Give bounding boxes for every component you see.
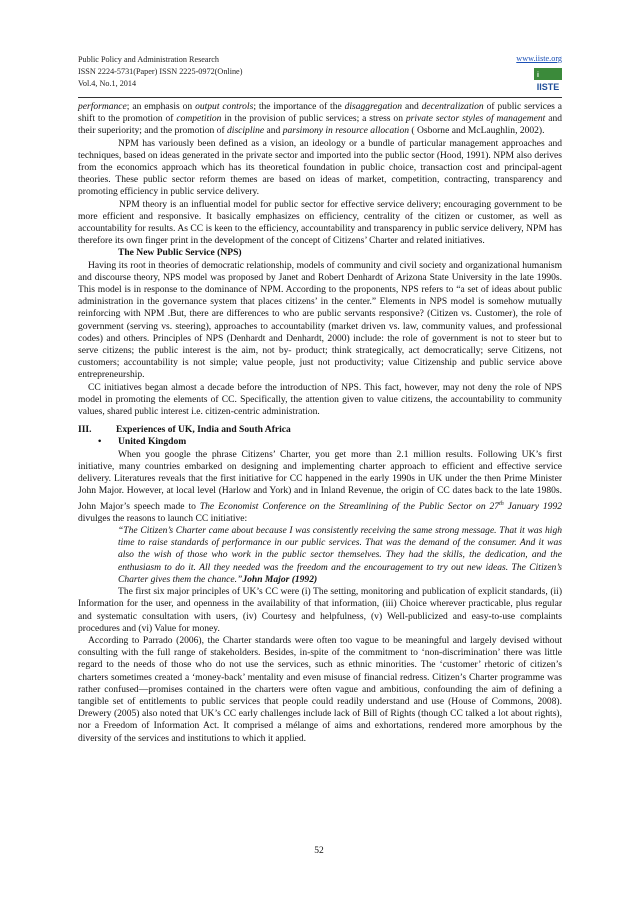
paragraph-npm-features: performance; an emphasis on output controls; the importance of the disaggregation and decentralization of public services a shift to the promotion of competition in the provision of public services; a stress on private sector styles of management and their superiority; and the promotion of discipline and parsimony in resource allocation ( Osborne and McLaughlin, 2002). bbox=[78, 101, 563, 137]
header-rule bbox=[78, 97, 562, 98]
journal-issn: ISSN 2224-5731(Paper) ISSN 2225-0972(Online) bbox=[78, 67, 243, 76]
nps-heading: The New Public Service (NPS) bbox=[118, 247, 242, 259]
paragraph-npm-theory: NPM theory is an influential model for public sector for effective service delivery; encouraging government to be more efficient and responsive. It basically emphasizes on efficiency, centrality of the citizen or customer, as well as accountability for results. As CC is keen to the efficiency, accountability and transparency in public service delivery, NPM has therefore its own finger print in the development of the concept of Citizens’ Charter and related initiatives. bbox=[78, 198, 562, 247]
journal-volume: Vol.4, No.1, 2014 bbox=[78, 79, 137, 88]
john-major-quote: “The Citizen’s Charter came about because I was consistently receiving the same strong message. That it was high time to raise standards of performance in our public services. That was the demand of the consumer. And it was also the wish of those who work in the public sector themselves. They had the skills, the dedication, and the enthusiasm to do it. All they needed was the freedom and the encouragement to try out new ideas. The Citizen’s Charter gives them the chance.”John Major (1992) bbox=[118, 525, 562, 585]
journal-url-link[interactable]: www.iiste.org bbox=[516, 54, 562, 63]
section-number: III. bbox=[78, 424, 92, 436]
paragraph-uk-critique: According to Parrado (2006), the Charter standards were often too vague to be meaningful and largely devised without consulting with the full range of stakeholders. Besides, in-spite of the commitment to ‘non-discrimination’ there was little regard to the needs of those who do not use the services, such as ethnic minorities. The ‘customer’ rhetoric of citizen’s charters sometimes created a ‘money-back’ mentality and even misuse of financial redress. Citizen’s Charter programme was rather confused—promises contained in the charters were often vague and ambitious, confounding the aim of defining a tangible set of entitlements to public services that people could readily understand and use (House of Commons, 2008). Drewery (2005) also noted that UK’s CC early challenges include lack of Bill of Rights (though CC talked a lot about rights), nor a Freedom of Information Act. It comprised a mélange of aims and exhortations, rendered more amorphous by the diversity of the services and institutions to which it applied. bbox=[78, 634, 562, 744]
paragraph-uk-principles: The first six major principles of UK’s CC were (i) The setting, monitoring and publication of explicit standards, (ii) Information for the user, and openness in the availability of that information, (iii) Choice wherever practicable, plus regular and systematic consultation with users, (iv) Courtesy and helpfulness, (v) Well-publicized and easy-to-use complaints procedures and (vi) Value for money. bbox=[78, 586, 562, 634]
quote-attribution: John Major (1992) bbox=[242, 573, 318, 585]
page-number: 52 bbox=[314, 846, 324, 856]
paragraph-nps: Having its root in theories of democratic relationship, models of community and civil society and organizational humanism and discourse theory, NPS model was proposed by Janet and Robert Denhardt of Arizona State University in the late 1990s. This model is in response to the dominance of NPM. According to the proponents, NPS refers to “a set of ideas about public administration in the governance system that places citizens’ in the center.” Elements in NPS model is somehow mutually reinforcing with NPM .But, there are differences to who are public servants responsive? (Citizen vs. Customer), the role of government (serving vs. steering), approaches to accountability (market driven vs. law, community values, and professional codes) and others. Principles of NPS (Denhardt and Denhardt, 2000) include: the role of government is not to steer but to serve citizens; the public interest is the aim, not by- product; think strategically, act democratically; serve Citizens, not customers; accountability is not simple; value people, just not productivity; value Citizenship and public service above entrepreneurship. bbox=[78, 259, 562, 381]
journal-title: Public Policy and Administration Research bbox=[78, 55, 219, 64]
logo-text: IISTE bbox=[536, 82, 560, 92]
section-heading bbox=[78, 424, 562, 436]
iiste-logo-icon bbox=[534, 68, 562, 94]
paragraph-cc-initiatives: CC initiatives began almost a decade before the introduction of NPS. This fact, however, may not deny the role of NPS model in promoting the elements of CC. Specifically, the attention given to value citizens, the accountability to community values, shared public interest i.e. citizen-centric administration. bbox=[78, 381, 562, 418]
subsection-heading bbox=[78, 436, 562, 448]
svg-text:i: i bbox=[537, 72, 539, 79]
bullet-icon: • bbox=[98, 436, 102, 448]
article-body bbox=[78, 101, 562, 745]
paragraph-npm-definition: NPM has variously been defined as a vision, an ideology or a bundle of particular management approaches and techniques, based on ideas generated in the private sector and imported into the public sector (Hood, 1991). NPM also derives from the economics approach which has its theoretical foundation in public choice, transaction cost and principal-agent theories. These public sector reform themes are based on ideas of market, competition, contracting, transparency and promoting efficiency in public service delivery. bbox=[78, 137, 562, 198]
journal-header bbox=[78, 54, 242, 90]
section-title: Experiences of UK, India and South Africa bbox=[116, 424, 291, 436]
paragraph-uk-origin: When you google the phrase Citizens’ Charter, you get more than 2.1 million results. Following UK’s first initiative, many countries embarked on designing and implementing charter approach to efficient and effective service delivery. Literatures reveals that the first initiative for CC happened in the early 1990s in UK under the then Prime Minister John Major. However, at local level (Harlow and York) and in Inland Revenue, the origin of CC dates back to the late 1980s. John Major’s speech made to The Economist Conference on the Streamlining of the Public Sector on 27th January 1992 divulges the reasons to launch CC initiative: bbox=[78, 448, 562, 524]
subsection-title: United Kingdom bbox=[118, 436, 187, 448]
